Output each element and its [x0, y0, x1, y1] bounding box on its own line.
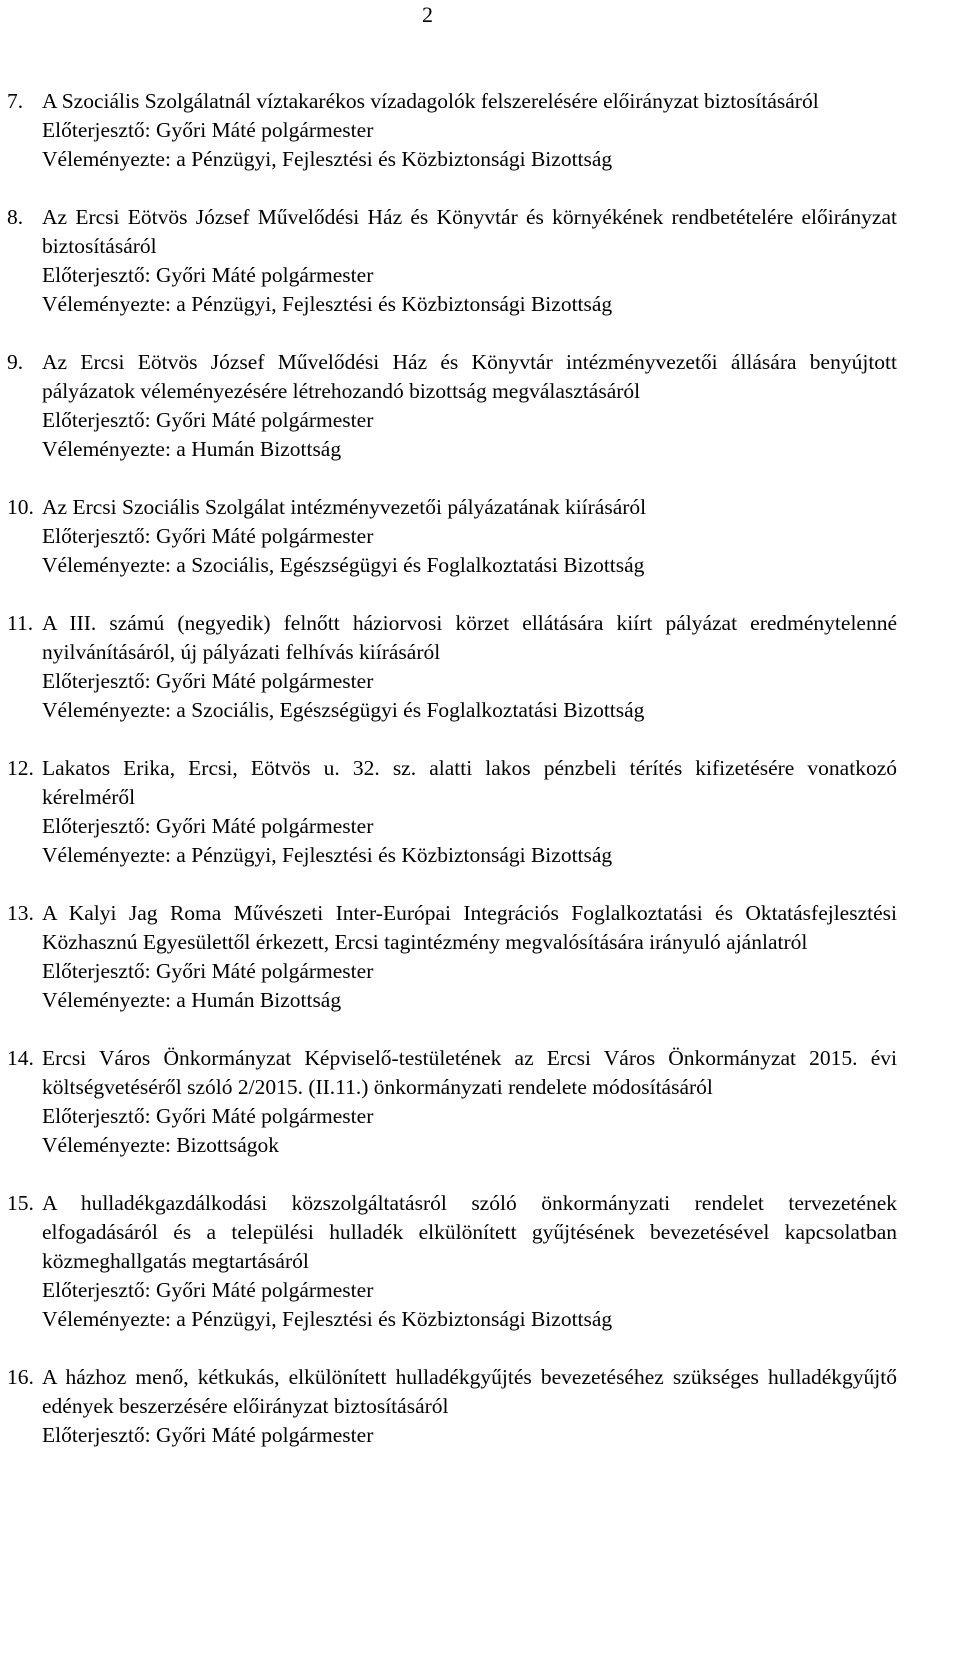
item-title: Lakatos Erika, Ercsi, Eötvös u. 32. sz. alatti lakos pénzbeli térítés kifizetésére vonatkozó kérelméről — [42, 756, 897, 809]
agenda-item — [0, 1189, 960, 1334]
item-presenter: Előterjesztő: Győri Máté polgármester — [42, 118, 374, 142]
agenda-item — [0, 348, 960, 464]
item-number: 8. — [7, 205, 24, 229]
item-reviewer: Véleményezte: a Pénzügyi, Fejlesztési és Közbiztonsági Bizottság — [42, 843, 613, 867]
item-number: 11. — [7, 611, 34, 635]
item-title: A III. számú (negyedik) felnőtt háziorvosi körzet ellátására kiírt pályázat eredménytelenné nyilvánításáról, új pályázati felhívás kiírásáról — [42, 611, 897, 664]
item-reviewer: Véleményezte: a Pénzügyi, Fejlesztési és Közbiztonsági Bizottság — [42, 147, 613, 171]
item-reviewer: Véleményezte: a Pénzügyi, Fejlesztési és Közbiztonsági Bizottság — [42, 292, 613, 316]
agenda-item — [0, 203, 960, 319]
agenda-item — [0, 1044, 960, 1160]
item-number: 12. — [7, 756, 34, 780]
item-presenter: Előterjesztő: Győri Máté polgármester — [42, 263, 374, 287]
item-title: Az Ercsi Szociális Szolgálat intézményvezetői pályázatának kiírásáról — [42, 495, 647, 519]
agenda-item — [0, 1363, 960, 1450]
item-presenter: Előterjesztő: Győri Máté polgármester — [42, 814, 374, 838]
item-title: A Szociális Szolgálatnál víztakarékos vízadagolók felszerelésére előirányzat biztosításáról — [42, 89, 819, 113]
item-presenter: Előterjesztő: Győri Máté polgármester — [42, 524, 374, 548]
item-reviewer: Véleményezte: Bizottságok — [42, 1133, 280, 1157]
item-reviewer: Véleményezte: a Humán Bizottság — [42, 437, 342, 461]
item-number: 15. — [7, 1191, 34, 1215]
item-number: 13. — [7, 901, 34, 925]
agenda-item — [0, 493, 960, 580]
page-number: 2 — [422, 2, 433, 27]
item-reviewer: Véleményezte: a Szociális, Egészségügyi és Foglalkoztatási Bizottság — [42, 698, 645, 722]
agenda-item — [0, 87, 960, 174]
item-reviewer: Véleményezte: a Szociális, Egészségügyi és Foglalkoztatási Bizottság — [42, 553, 645, 577]
item-number: 14. — [7, 1046, 34, 1070]
item-title: Az Ercsi Eötvös József Művelődési Ház és Könyvtár intézményvezetői állására benyújtott pályázatok véleményezésére létrehozandó bizottság megválasztásáról — [42, 350, 897, 403]
item-title: Ercsi Város Önkormányzat Képviselő-testületének az Ercsi Város Önkormányzat 2015. évi költségvetéséről szóló 2/2015. (II.11.) önkormányzati rendelete módosításáról — [42, 1046, 897, 1099]
item-number: 16. — [7, 1365, 34, 1389]
item-title: A hulladékgazdálkodási közszolgáltatásról szóló önkormányzati rendelet tervezetének elfogadásáról és a települési hulladék elkülönített gyűjtésének bevezetésével kapcsolatban közmeghallgatás megtartásáról — [42, 1191, 897, 1273]
item-reviewer: Véleményezte: a Humán Bizottság — [42, 988, 342, 1012]
item-number: 9. — [7, 350, 24, 374]
item-title: A Kalyi Jag Roma Művészeti Inter-Európai Integrációs Foglalkoztatási és Oktatásfejlesztési Közhasznú Egyesülettől érkezett, Ercsi tagintézmény megvalósítására irányuló ajánlatról — [42, 901, 897, 954]
item-number: 10. — [7, 495, 34, 519]
item-number: 7. — [7, 89, 24, 113]
item-presenter: Előterjesztő: Győri Máté polgármester — [42, 1423, 374, 1447]
item-presenter: Előterjesztő: Győri Máté polgármester — [42, 408, 374, 432]
item-presenter: Előterjesztő: Győri Máté polgármester — [42, 1278, 374, 1302]
agenda-item — [0, 899, 960, 1015]
item-reviewer: Véleményezte: a Pénzügyi, Fejlesztési és Közbiztonsági Bizottság — [42, 1307, 613, 1331]
item-title: Az Ercsi Eötvös József Művelődési Ház és Könyvtár és környékének rendbetételére előirányzat biztosításáról — [42, 205, 897, 258]
item-presenter: Előterjesztő: Győri Máté polgármester — [42, 959, 374, 983]
agenda-item — [0, 754, 960, 870]
item-presenter: Előterjesztő: Győri Máté polgármester — [42, 669, 374, 693]
item-title: A házhoz menő, kétkukás, elkülönített hulladékgyűjtés bevezetéséhez szükséges hulladékgyűjtő edények beszerzésére előirányzat biztosításáról — [42, 1365, 897, 1418]
agenda-list — [0, 87, 960, 1479]
item-presenter: Előterjesztő: Győri Máté polgármester — [42, 1104, 374, 1128]
agenda-item — [0, 609, 960, 725]
